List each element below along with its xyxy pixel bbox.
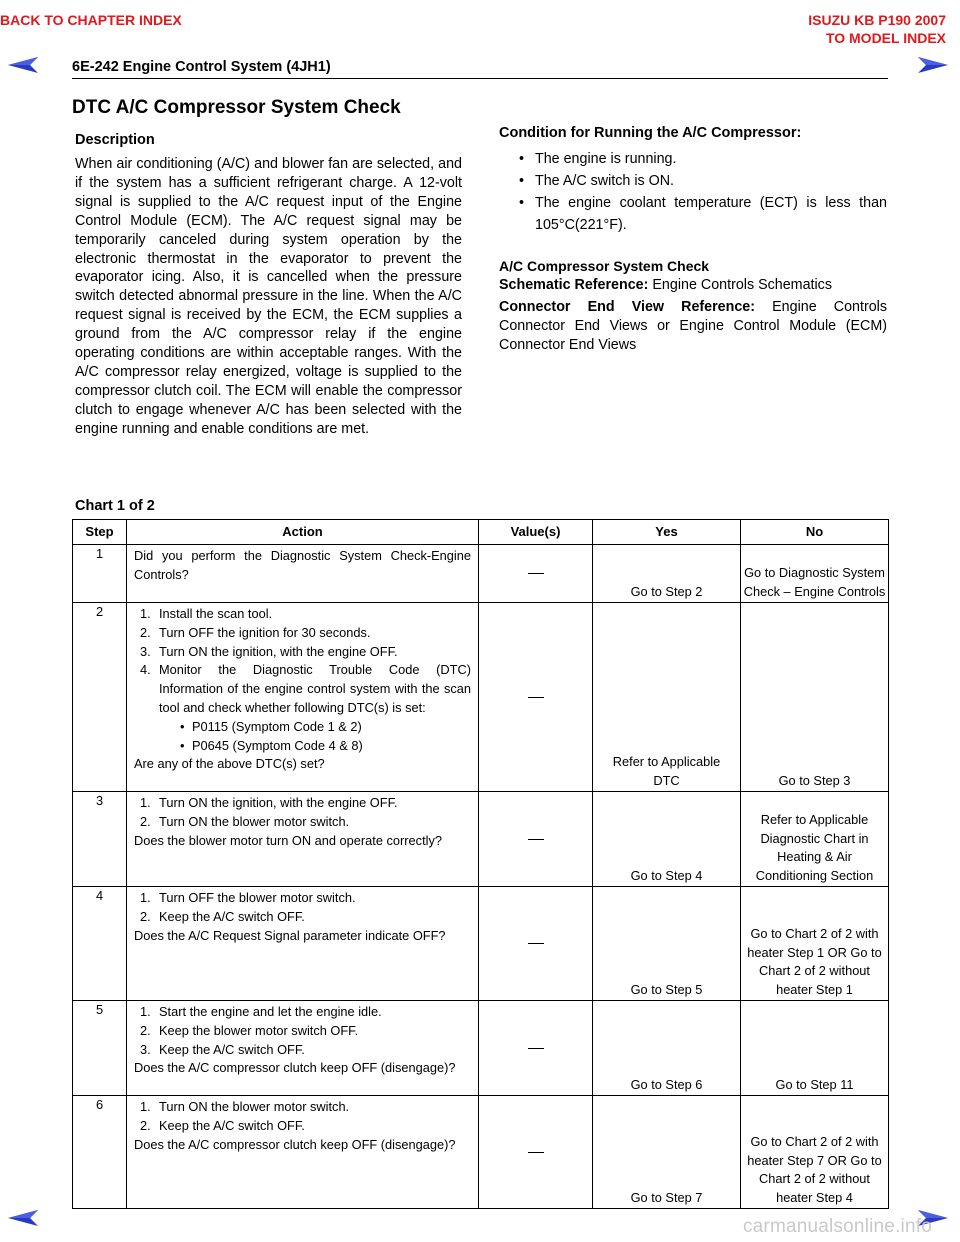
diagnostic-chart: [72, 519, 889, 1209]
schematic-reference-label: Schematic Reference:: [499, 277, 649, 293]
conditions-list: [499, 148, 887, 236]
action-question: Does the A/C compressor clutch keep OFF (disengage)?: [134, 1136, 456, 1152]
action-step: 1. Turn OFF the blower motor switch.: [140, 890, 356, 905]
header-rule: [72, 78, 888, 79]
dtc-list: [134, 718, 471, 756]
action-steps: [134, 1098, 471, 1136]
table-row: [73, 792, 889, 887]
action-step: 2. Keep the A/C switch OFF.: [140, 908, 305, 924]
action-steps: [134, 605, 471, 718]
table-row: [73, 545, 889, 603]
action-step: 1. Turn ON the blower motor switch.: [140, 1099, 350, 1114]
action-step: 4. Monitor the Diagnostic Trouble Code (DTC) Information of the engine control system with the scan tool and check whether following DTC(s) is set:: [140, 662, 471, 715]
step-number: 2: [73, 603, 127, 792]
no-cell[interactable]: Go to Step 11: [741, 1001, 889, 1096]
connector-reference-label: Connector End View Reference:: [499, 299, 756, 315]
condition-item: • The engine is running.: [499, 148, 887, 170]
connector-reference: [499, 298, 887, 355]
next-page-arrow-icon[interactable]: [916, 55, 950, 75]
no-cell[interactable]: Go to Chart 2 of 2 with heater Step 7 OR Go to Chart 2 of 2 without heater Step 4: [741, 1096, 889, 1209]
dtc-item: • P0115 (Symptom Code 1 & 2): [134, 718, 471, 737]
action-step: 3. Keep the A/C switch OFF.: [140, 1041, 305, 1057]
header-no: No: [741, 520, 889, 545]
page-title: DTC A/C Compressor System Check: [72, 97, 401, 118]
action-question: Does the A/C compressor clutch keep OFF (disengage)?: [134, 1060, 456, 1076]
description-heading: Description: [75, 132, 155, 148]
value-cell: [479, 1001, 593, 1096]
prev-page-arrow-icon[interactable]: [6, 55, 40, 75]
step-number: 5: [73, 1001, 127, 1096]
yes-cell[interactable]: Go to Step 7: [593, 1096, 741, 1209]
action-step: 3. Turn ON the ignition, with the engine OFF.: [140, 643, 398, 659]
header-action: Action: [127, 520, 479, 545]
action-step: 2. Turn OFF the ignition for 30 seconds.: [140, 624, 371, 640]
value-dash: [528, 839, 544, 840]
no-cell[interactable]: Go to Step 3: [741, 603, 889, 792]
action-step: 2. Keep the blower motor switch OFF.: [140, 1022, 359, 1038]
action-question: Are any of the above DTC(s) set?: [134, 756, 325, 772]
conditions-heading: Condition for Running the A/C Compressor:: [499, 125, 802, 141]
table-row: [73, 887, 889, 1001]
action-steps: [134, 1003, 471, 1059]
schematic-reference-link[interactable]: Engine Controls Schematics: [652, 277, 832, 293]
header-values: Value(s): [479, 520, 593, 545]
step-number: 3: [73, 792, 127, 887]
to-model-index-link[interactable]: TO MODEL INDEX: [825, 30, 946, 46]
no-cell[interactable]: Refer to Applicable Diagnostic Chart in Heating & Air Conditioning Section: [741, 792, 889, 887]
back-to-chapter-link[interactable]: BACK TO CHAPTER INDEX: [0, 12, 182, 28]
value-cell: [479, 792, 593, 887]
chart-caption: Chart 1 of 2: [75, 498, 155, 514]
action-cell: [127, 1096, 479, 1209]
schematic-reference: [499, 276, 887, 295]
value-cell: [479, 887, 593, 1001]
action-cell: [127, 792, 479, 887]
condition-item: • The A/C switch is ON.: [499, 170, 887, 192]
table-row: [73, 1001, 889, 1096]
action-step: 1. Install the scan tool.: [140, 606, 273, 621]
table-row: [73, 603, 889, 792]
action-steps: [134, 794, 471, 832]
watermark: carmanualsonline.info: [742, 1216, 932, 1237]
action-step: 1. Start the engine and let the engine idle.: [140, 1004, 382, 1019]
page-header-title: 6E-242 Engine Control System (4JH1): [72, 59, 331, 75]
yes-cell[interactable]: Go to Step 6: [593, 1001, 741, 1096]
value-dash: [528, 943, 544, 944]
system-check-heading: A/C Compressor System Check: [499, 258, 710, 274]
action-question: Did you perform the Diagnostic System Check-Engine Controls?: [134, 548, 471, 582]
action-cell: [127, 545, 479, 603]
yes-cell[interactable]: Go to Step 5: [593, 887, 741, 1001]
no-cell[interactable]: Go to Chart 2 of 2 with heater Step 1 OR Go to Chart 2 of 2 without heater Step 1: [741, 887, 889, 1001]
action-steps: [134, 889, 471, 927]
action-cell: [127, 887, 479, 1001]
condition-item: • The engine coolant temperature (ECT) is less than 105°C(221°F).: [499, 192, 887, 236]
header-yes: Yes: [593, 520, 741, 545]
action-cell: [127, 603, 479, 792]
yes-cell[interactable]: Refer to Applicable DTC: [593, 603, 741, 792]
description-text: When air conditioning (A/C) and blower fan are selected, and if the system has a sufficient refrigerant charge. A 12-volt signal is supplied to the A/C request input of the Engine Control Module (ECM). The A/C request signal may be temporarily canceled during system operation by the electronic thermostat in the evaporator to prevent the evaporator icing. Also, it is cancelled when the pressure switch detected abnormal pressure in the line. When the A/C request signal is received by the ECM, the ECM supplies a ground from the A/C compressor relay if the engine operating conditions are within acceptable ranges. With the A/C compressor relay energized, voltage is supplied to the compressor clutch coil. The ECM will enable the compressor clutch to engage whenever A/C has been selected with the engine running and enable conditions are met.: [75, 156, 462, 437]
value-dash: [528, 1048, 544, 1049]
value-cell: [479, 603, 593, 792]
step-number: 4: [73, 887, 127, 1001]
action-step: 2. Keep the A/C switch OFF.: [140, 1117, 305, 1133]
connector-reference-link[interactable]: Engine Controls Connector End Views or Engine Control Module (ECM) Connector End Views: [499, 299, 887, 353]
chart-header-row: [73, 520, 889, 545]
dtc-item: • P0645 (Symptom Code 4 & 8): [134, 737, 471, 756]
model-title-link[interactable]: ISUZU KB P190 2007: [808, 12, 946, 28]
action-cell: [127, 1001, 479, 1096]
value-dash: [528, 1152, 544, 1153]
action-question: Does the A/C Request Signal parameter indicate OFF?: [134, 927, 446, 943]
value-cell: [479, 1096, 593, 1209]
action-step: 1. Turn ON the ignition, with the engine OFF.: [140, 795, 398, 810]
value-cell: [479, 545, 593, 603]
prev-page-arrow-bottom-icon[interactable]: [6, 1208, 40, 1228]
no-cell[interactable]: Go to Diagnostic System Check – Engine Controls: [741, 545, 889, 603]
step-number: 6: [73, 1096, 127, 1209]
yes-cell[interactable]: Go to Step 4: [593, 792, 741, 887]
header-step: Step: [73, 520, 127, 545]
value-dash: [528, 697, 544, 698]
action-question: Does the blower motor turn ON and operate correctly?: [134, 832, 442, 848]
table-row: [73, 1096, 889, 1209]
step-number: 1: [73, 545, 127, 603]
value-dash: [528, 573, 544, 574]
action-step: 2. Turn ON the blower motor switch.: [140, 813, 350, 829]
yes-cell[interactable]: Go to Step 2: [593, 545, 741, 603]
